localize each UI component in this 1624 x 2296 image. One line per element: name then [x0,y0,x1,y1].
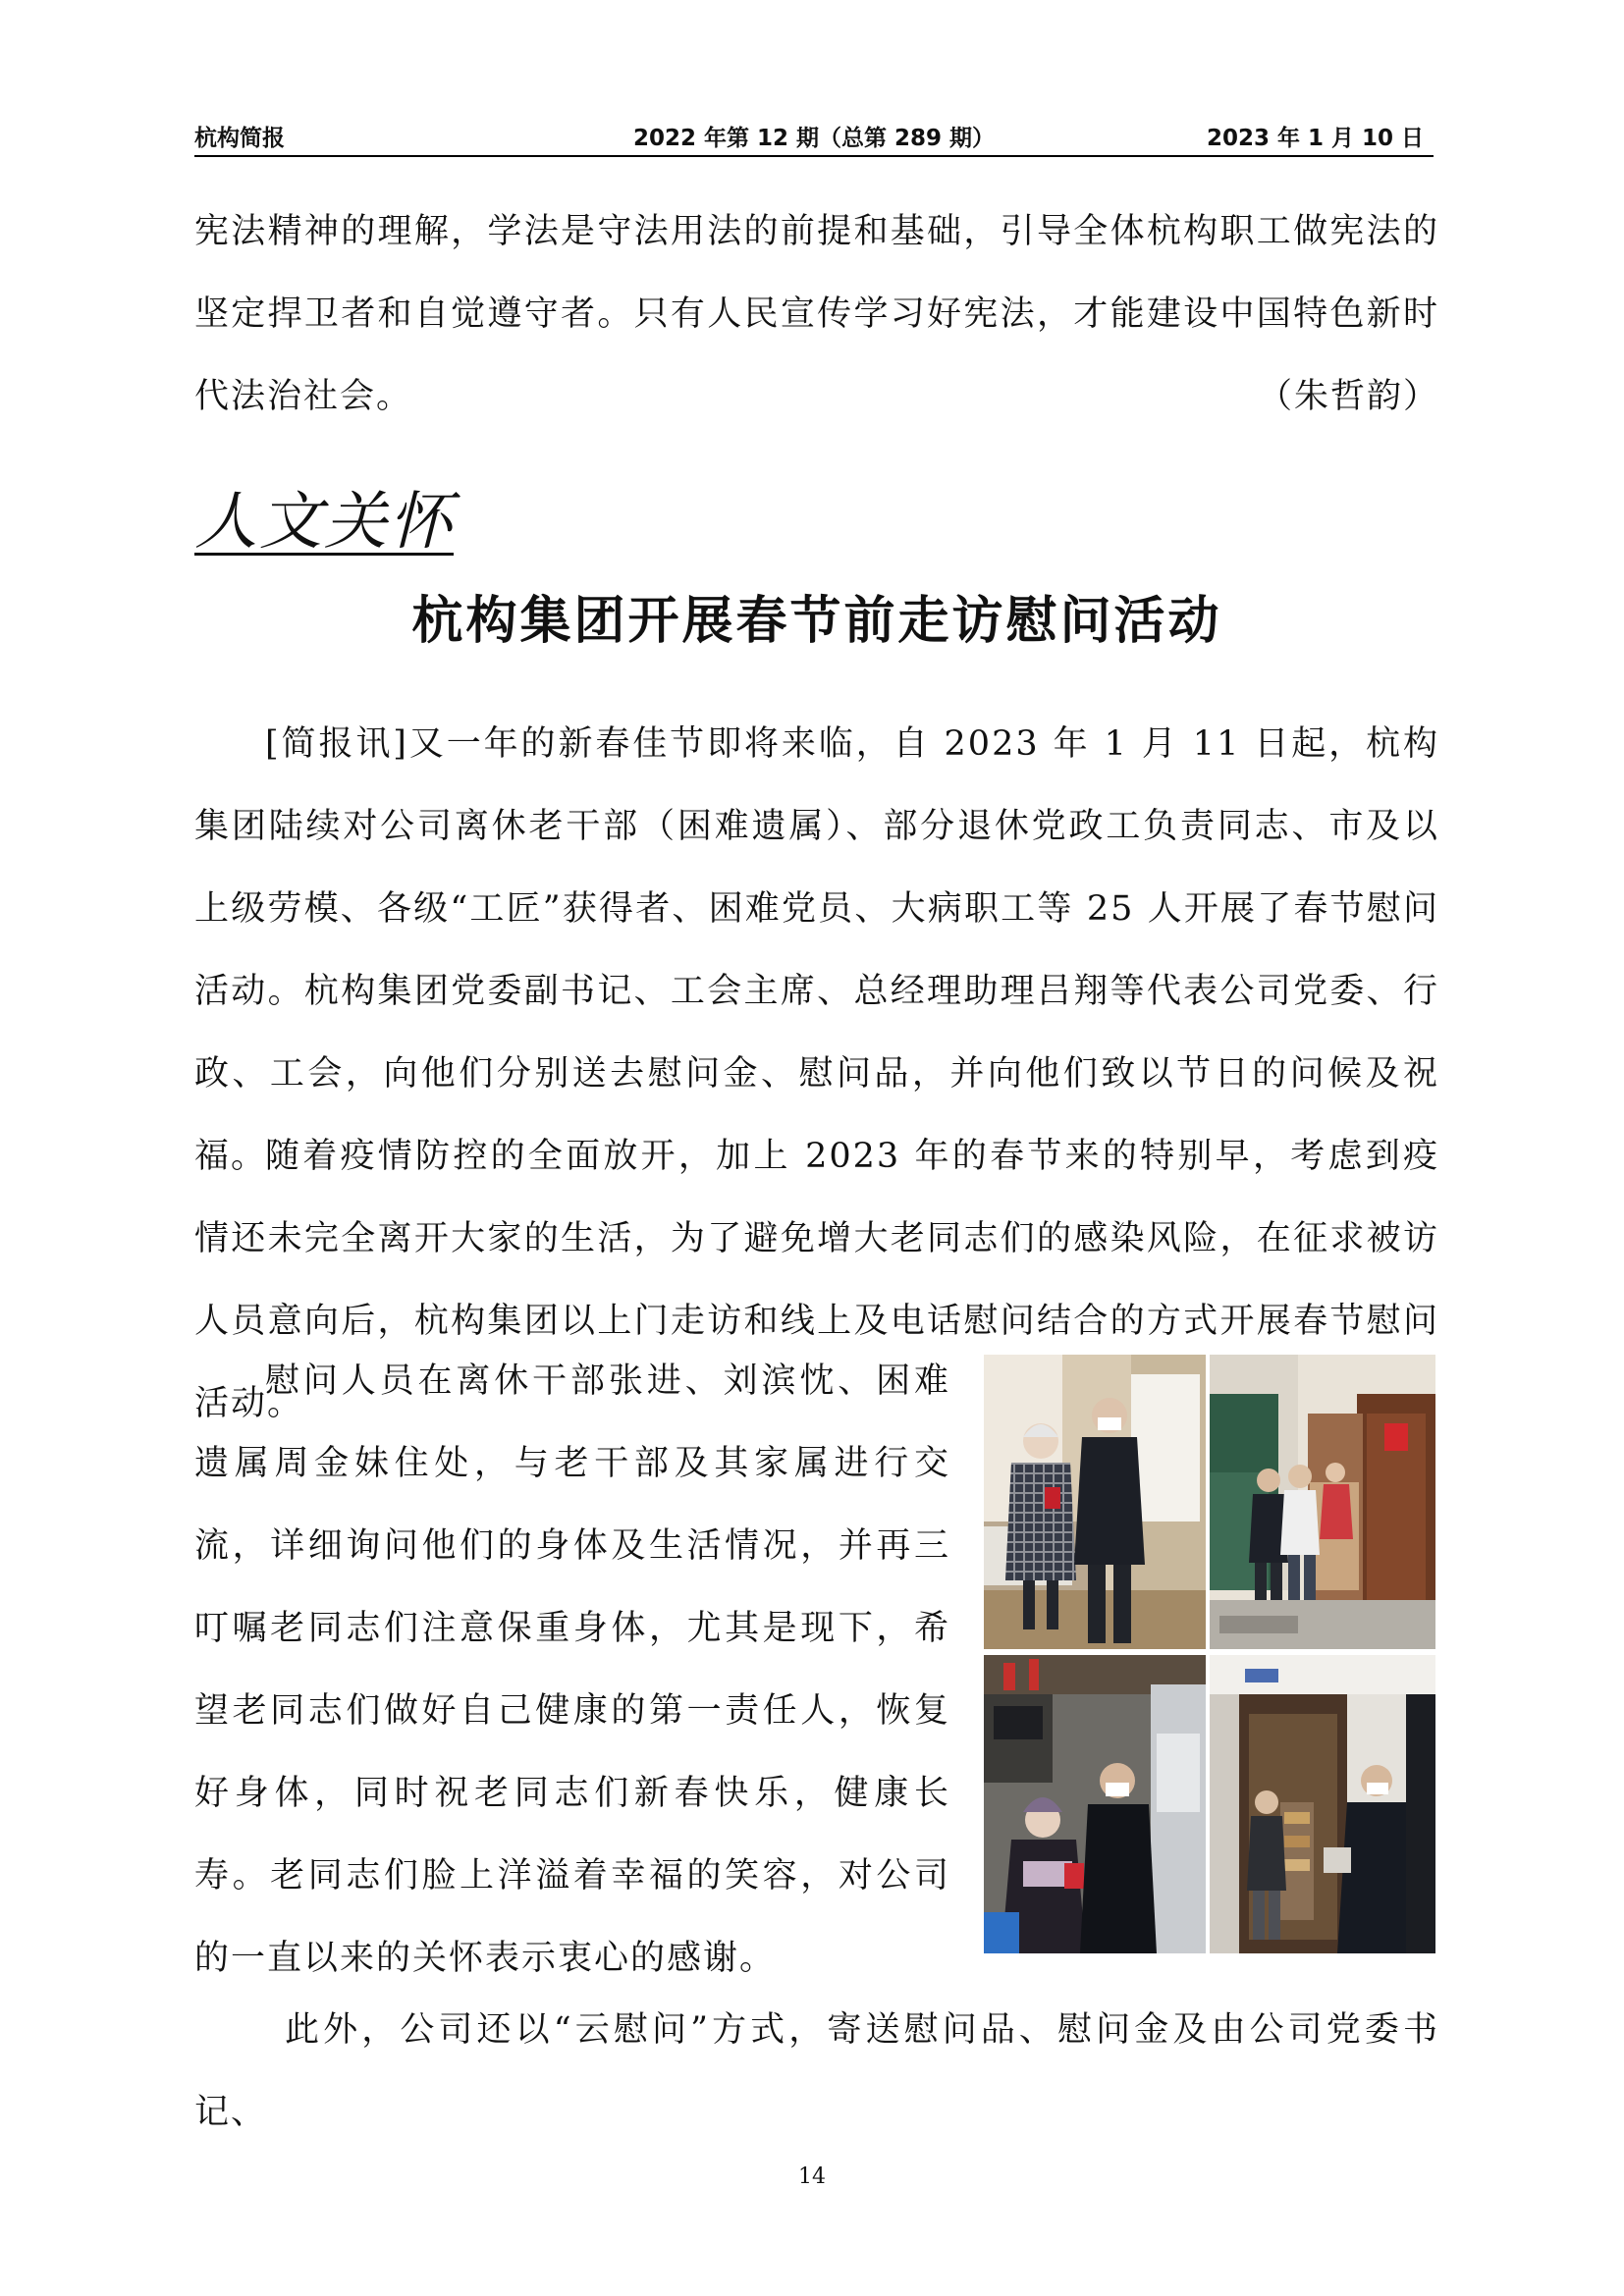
article-paragraph-3: 慰问人员在离休干部张进、刘滨忱、困难遗属周金妹住处，与老干部及其家属进行交流，详细询问他们的身体及生活情况，并再三叮嘱老同志们注意保重身体，尤其是现下，希望老同志们做好自己健康的第一责任人，恢复好身体，同时祝老同志们新春快乐，健康长寿。老同志们脸上洋溢着幸福的笑容，对公司的一直以来的关怀表示衷心的感谢。 [194,1362,950,1978]
header-issue: 2022 年第 12 期（总第 289 期） [632,126,996,151]
article-title: 杭构集团开展春节前走访慰问活动 [411,592,1222,651]
photo-elderly-woman-with-visitor [984,1655,1206,1953]
photo-collage [984,1355,1435,1953]
photo-hallway-visit [1210,1655,1435,1953]
photo-elderly-woman-receiving-red-envelope [984,1355,1206,1649]
photo-doorway-visit [1210,1355,1435,1649]
intro-author: （朱哲韵） [1257,377,1439,416]
page-header [194,116,1434,157]
article-paragraph-4: 此外，公司还以“云慰问”方式，寄送慰问品、慰问金及由公司党委书记、 [194,2010,1439,2132]
page-number: 14 [798,2164,826,2189]
header-date: 2023 年 1 月 10 日 [1206,126,1424,151]
article-paragraph-2: 随着疫情防控的全面放开，加上 2023 年的春节来的特别早，考虑到疫情还未完全离开大家的生活，为了避免增大老同志们的感染风险，在征求被访人员意向后，杭构集团以上门走访和线上及电话慰问结合的方式开展春节慰问活动。 [194,1137,1439,1423]
section-heading: 人文关怀 [194,486,454,559]
intro-paragraph: 宪法精神的理解，学法是守法用法的前提和基础，引导全体杭构职工做宪法的坚定捍卫者和自觉遵守者。只有人民宣传学习好宪法，才能建设中国特色新时代法治社会。 [194,212,1439,416]
article-paragraph-1: [简报讯]又一年的新春佳节即将来临，自 2023 年 1 月 11 日起，杭构集团陆续对公司离休老干部（困难遗属）、部分退休党政工负责同志、市及以上级劳模、各级“工匠”获得者、困难党员、大病职工等 25 人开展了春节慰问活动。杭构集团党委副书记、工会主席、总经理助理吕翔等代表公司党委、行政、工会，向他们分别送去慰问金、慰问品，并向他们致以节日的问候及祝福。 [194,724,1439,1176]
header-publication-name: 杭构简报 [194,126,285,151]
